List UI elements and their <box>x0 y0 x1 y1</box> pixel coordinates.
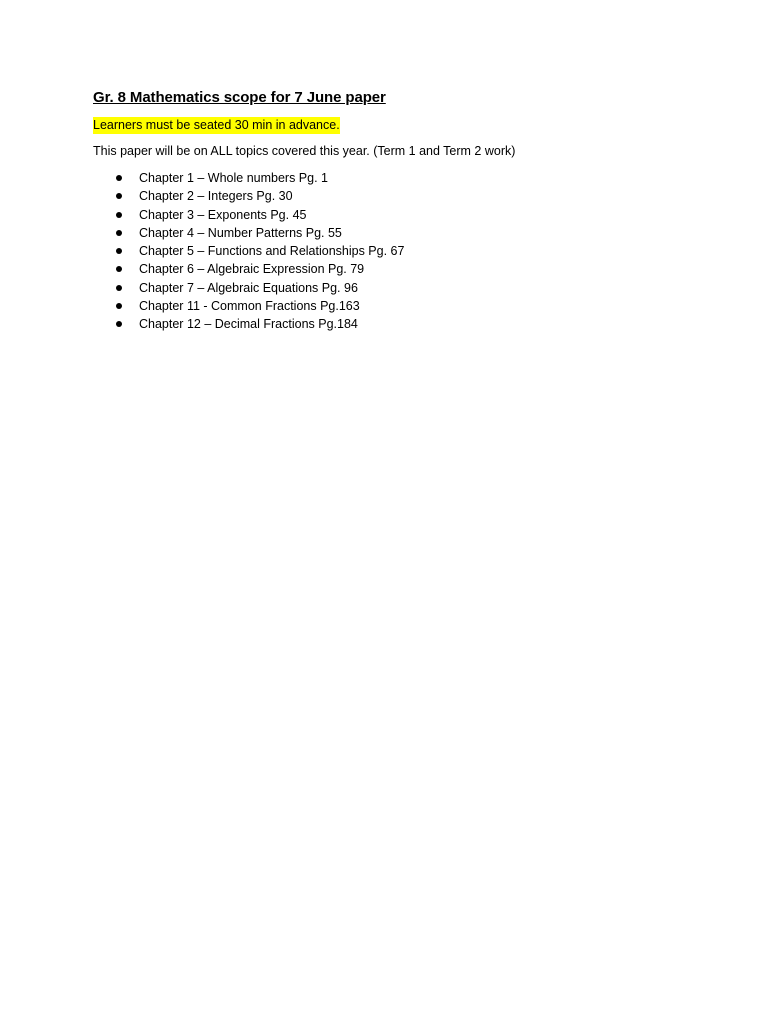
scope-intro: This paper will be on ALL topics covered this year. (Term 1 and Term 2 work) <box>93 144 516 158</box>
bullet-icon <box>116 193 122 199</box>
chapter-label: Chapter 3 – Exponents Pg. 45 <box>139 207 307 222</box>
chapter-item <box>93 279 713 297</box>
chapter-item <box>93 297 713 315</box>
chapter-item <box>93 187 713 205</box>
chapter-item <box>93 169 713 187</box>
chapter-list <box>93 169 713 334</box>
chapter-label: Chapter 5 – Functions and Relationships Pg. 67 <box>139 244 405 259</box>
bullet-icon <box>116 303 122 309</box>
bullet-icon <box>116 212 122 218</box>
chapter-item <box>93 242 713 260</box>
document-body <box>93 88 713 334</box>
chapter-item <box>93 224 713 242</box>
chapter-label: Chapter 2 – Integers Pg. 30 <box>139 189 293 204</box>
chapter-label: Chapter 4 – Number Patterns Pg. 55 <box>139 225 342 240</box>
bullet-icon <box>116 230 122 236</box>
highlighted-notice-text: Learners must be seated 30 min in advance. <box>93 118 340 132</box>
bullet-icon <box>116 266 122 272</box>
bullet-icon <box>116 175 122 181</box>
bullet-icon <box>116 248 122 254</box>
chapter-label: Chapter 12 – Decimal Fractions Pg.184 <box>139 317 358 332</box>
bullet-icon <box>116 285 122 291</box>
bullet-icon <box>116 321 122 327</box>
chapter-label: Chapter 7 – Algebraic Equations Pg. 96 <box>139 280 358 295</box>
chapter-label: Chapter 6 – Algebraic Expression Pg. 79 <box>139 262 365 277</box>
document-title: Gr. 8 Mathematics scope for 7 June paper <box>93 89 386 106</box>
chapter-item <box>93 206 713 224</box>
chapter-label: Chapter 1 – Whole numbers Pg. 1 <box>139 171 328 185</box>
seating-notice <box>93 116 713 134</box>
chapter-item <box>93 260 713 278</box>
chapter-item <box>93 315 713 333</box>
chapter-label: Chapter 11 - Common Fractions Pg.163 <box>139 299 360 314</box>
